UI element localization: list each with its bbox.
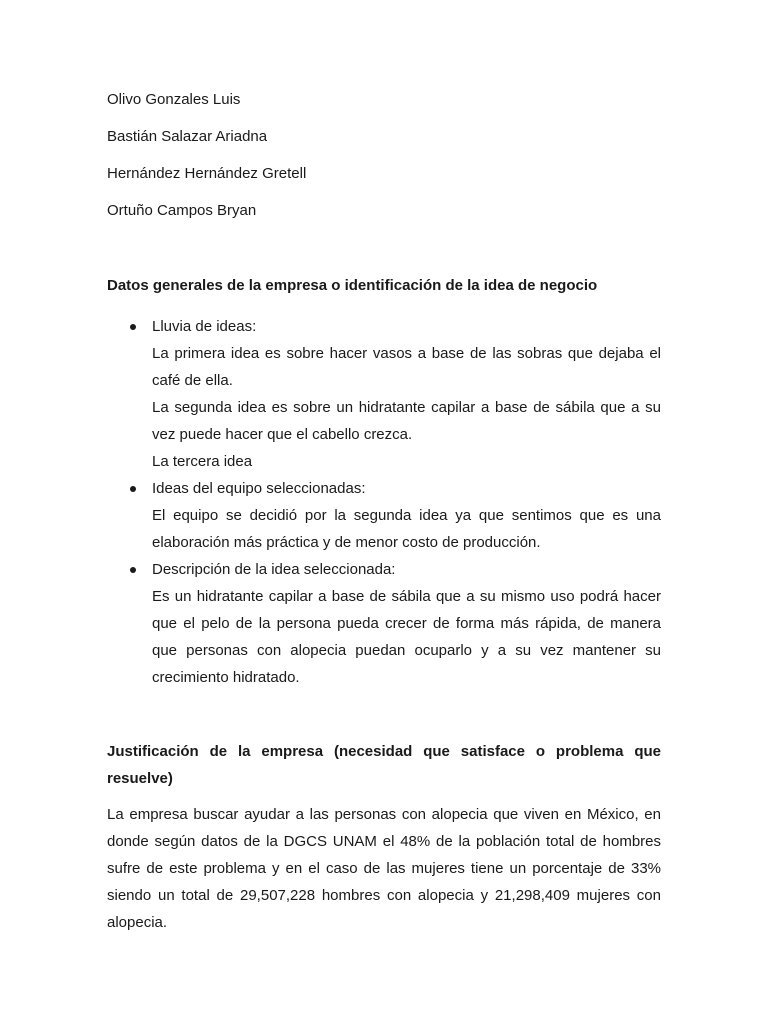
bullet-icon	[130, 486, 136, 492]
bullet-paragraph: El equipo se decidió por la segunda idea ya que sentimos que es una elaboración más práctica y de menor costo de producción.	[152, 507, 661, 551]
section-heading-justificacion: Justificación de la empresa (necesidad que satisface o problema que resuelve)	[107, 743, 661, 787]
bullet-title: Lluvia de ideas:	[152, 318, 257, 335]
bullet-title: Ideas del equipo seleccionadas:	[152, 480, 366, 497]
bullet-paragraph: La tercera idea	[152, 453, 253, 470]
list-item	[107, 475, 661, 556]
author-name: Ortuño Campos Bryan	[107, 202, 257, 219]
author-name: Olivo Gonzales Luis	[107, 91, 241, 108]
section-heading-datos-generales: Datos generales de la empresa o identificación de la idea de negocio	[107, 277, 598, 294]
author-name: Hernández Hernández Gretell	[107, 165, 307, 182]
bullet-paragraph: Es un hidratante capilar a base de sábila que a su mismo uso podrá hacer que el pelo de la persona pueda crecer de forma más rápida, de manera que personas con alopecia puedan ocuparlo y a su vez mantener su crecimiento hidratado.	[152, 588, 661, 686]
list-item	[107, 556, 661, 691]
author-list	[107, 89, 661, 237]
author-name: Bastián Salazar Ariadna	[107, 128, 268, 145]
bullet-icon	[130, 567, 136, 573]
bullet-paragraph: La primera idea es sobre hacer vasos a base de las sobras que dejaba el café de ella.	[152, 345, 661, 389]
list-item	[107, 313, 661, 475]
bullet-title: Descripción de la idea seleccionada:	[152, 561, 396, 578]
body-paragraph: La empresa buscar ayudar a las personas con alopecia que viven en México, en donde según datos de la DGCS UNAM el 48% de la población total de hombres sufre de este problema y en el caso de las mujeres tiene un porcentaje de 33% siendo un total de 29,507,228 hombres con alopecia y 21,298,409 mujeres con alopecia.	[107, 806, 661, 931]
bullet-icon	[130, 324, 136, 330]
bullet-list	[107, 313, 661, 691]
bullet-paragraph: La segunda idea es sobre un hidratante capilar a base de sábila que a su vez puede hacer que el cabello crezca.	[152, 399, 661, 443]
